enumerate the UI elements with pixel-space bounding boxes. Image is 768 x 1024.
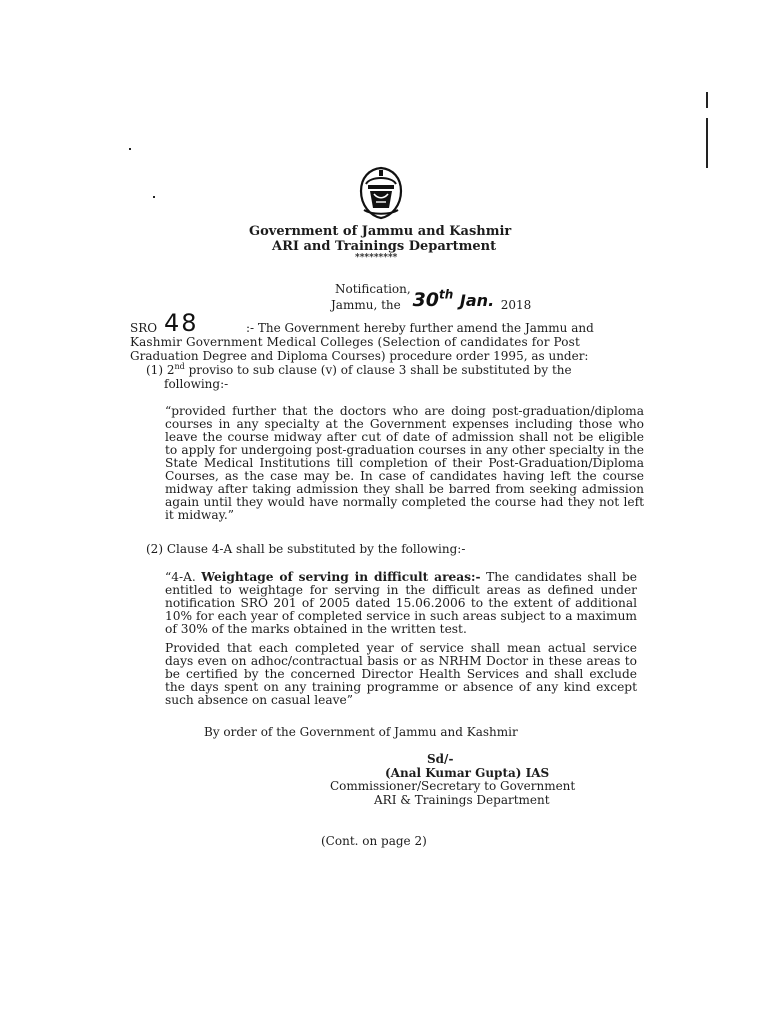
- scan-mark-top: [706, 92, 708, 108]
- item-1-text: proviso to sub clause (v) of clause 3 shall be substituted by the: [188, 363, 572, 377]
- jammu-kashmir-emblem-icon: [356, 166, 406, 220]
- signatory-name: (Anal Kumar Gupta) IAS: [385, 766, 550, 780]
- handwritten-date: [413, 289, 501, 311]
- handwritten-month: Jan.: [459, 291, 495, 310]
- item-1-line-2: following:-: [164, 377, 229, 391]
- header-stars: *********: [355, 253, 398, 263]
- notification-year: 2018: [500, 298, 532, 312]
- signatory-designation: Commissioner/Secretary to Government: [330, 779, 576, 793]
- sro-line-1: :- The Government hereby further amend the Jammu and: [246, 321, 594, 335]
- scan-mark-middle: [706, 118, 708, 168]
- item-2-proviso: Provided that each completed year of service shall mean actual service days even on adhoc/contractual basis or as NRHM Doctor in these areas to be certified by the concerned Director Health Services and shall exclude the days spent on any training programme or absence of any kind except such absence on casual leave”: [165, 641, 637, 707]
- place-prefix: Jammu, the: [331, 298, 401, 312]
- item-2-intro: (2) Clause 4-A shall be substituted by the following:-: [146, 542, 466, 556]
- sro-line-2: Kashmir Government Medical Colleges (Selection of candidates for Post: [130, 335, 580, 349]
- scan-dot: [129, 148, 131, 150]
- item-1-line-1: [146, 364, 572, 377]
- item-1-ordinal: 2nd: [166, 362, 185, 377]
- item-1-quote: “provided further that the doctors who are doing post-graduation/diploma courses in any specialty at the Government expenses including those who leave the course midway after cut of date of admission shall not be eligible to apply for undergoing post-graduation courses in any other specialty in the State Medical Institutions till completion of their Post-Graduation/Diploma Courses, as the case may be. In case of candidates having left the course midway after taking admission they shall be barred from seeking admission again until they would have normally completed the course had they not left it midway.”: [165, 404, 644, 522]
- signatory-department: ARI & Trainings Department: [374, 793, 550, 807]
- sro-handwritten-number: 48: [164, 309, 199, 337]
- notification-label: Notification,: [335, 282, 411, 296]
- continued-note: (Cont. on page 2): [321, 834, 427, 848]
- item-2-quote: [165, 571, 637, 636]
- handwritten-day-suffix: th: [439, 287, 454, 302]
- by-order-line: By order of the Government of Jammu and Kashmir: [204, 725, 518, 739]
- government-title: Government of Jammu and Kashmir: [249, 224, 512, 239]
- item-1-number: (1): [146, 363, 163, 377]
- signature-sd: Sd/-: [427, 752, 454, 766]
- item-2-body: The candidates shall be entitled to weightage for serving in the difficult areas as defined under notification SRO 201 of 2005 dated 15.06.2006 to the extent of additional 10% for each year of completed service in such areas subject to a maximum of 30% of the marks obtained in the written test.: [165, 570, 638, 636]
- handwritten-day: 30: [412, 289, 440, 311]
- scan-dot: [153, 196, 155, 198]
- item-2-heading: Weightage of serving in difficult areas:-: [201, 570, 481, 584]
- sro-line-3: Graduation Degree and Diploma Courses) procedure order 1995, as under:: [130, 349, 589, 363]
- item-2-quote-start: “4-A.: [165, 570, 196, 584]
- department-title: ARI and Trainings Department: [272, 239, 497, 254]
- sro-label: SRO: [130, 321, 158, 335]
